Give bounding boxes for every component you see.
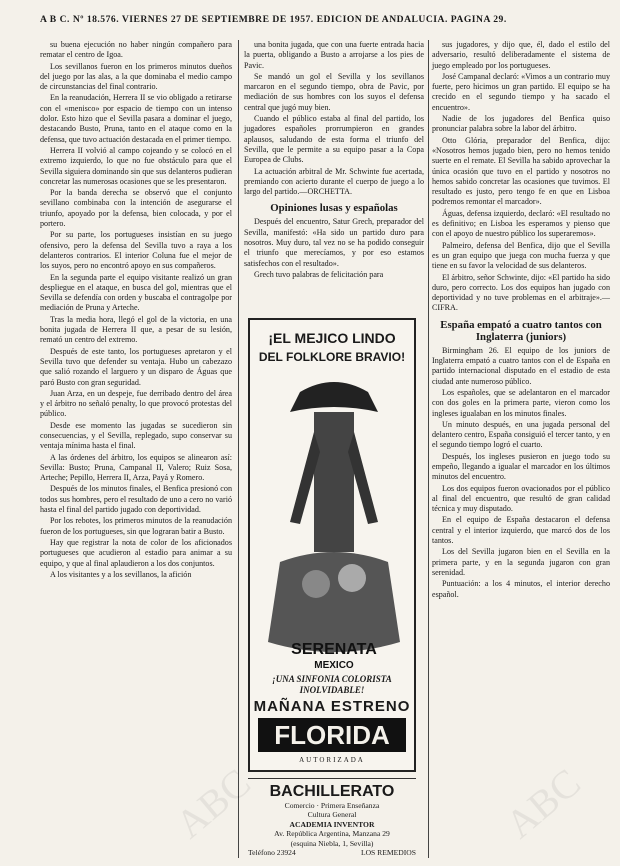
article-paragraph: Después de los minutos finales, el Benfica presionó con todos sus hombres, pero el resultado de uno a cero no varió hasta el final del partido jugado con deportividad. xyxy=(40,484,232,515)
article-paragraph: una bonita jugada, que con una fuerte entrada hacia la puerta, obligando a Busto a arrojarse a los pies de Pavic. xyxy=(244,40,424,70)
article-paragraph: José Campanal declaró: «Vimos a un contrario muy fuerte, pero hicimos un gran partido. El equipo se ha crecido en el segundo tiempo y ha sacado el encuentro». xyxy=(432,71,610,112)
sombrero-shape xyxy=(290,382,378,412)
article-paragraph: Los españoles, que se adelantaron en el marcador con dos goles en la primera parte, vieron como los ingleses igualaban en los minutos finales. xyxy=(432,387,610,418)
ad-film-title-line2: DEL FOLKLORE BRAVIO! xyxy=(258,350,406,364)
film-poster-illustration xyxy=(260,372,408,672)
article-paragraph: Cuando el público estaba al final del partido, los jugadores españoles prorrumpieron en grandes aplausos, saludando de esta forma el triunfo del Sevilla, que le permite a su equipo pasar a la Copa Europea de Clubs. xyxy=(244,114,424,165)
article-paragraph: Un minuto después, en una jugada personal del delantero centro, España consiguió el tercer tanto, y en el segundo tiempo logró el cuarto. xyxy=(432,419,610,450)
article-paragraph: Después, los ingleses pusieron en juego todo su empeño, llegando a igualar el marcador en los últimos minutos del encuentro. xyxy=(432,451,610,482)
article-paragraph: Después de este tanto, los portugueses apretaron y el Sevilla tuvo que defender su ventaja. Hubo un cabezazo que salió rozando el larguero y un disparo de Águas que paró Busto con gran seguridad. xyxy=(40,346,232,387)
article-paragraph: En el equipo de España destacaron el defensa central y el interior izquierdo, que marcó dos de los tantos. xyxy=(432,515,610,546)
article-paragraph: Puntuación: a los 4 minutos, el interior derecho español. xyxy=(432,579,610,599)
watermark-text-1: ABC xyxy=(166,759,259,847)
ad-bach-title: BACHILLERATO xyxy=(269,783,395,800)
column-rule-left xyxy=(238,40,239,858)
ad-film-cinema-name: FLORIDA xyxy=(258,718,406,752)
couple-shape xyxy=(268,552,400,652)
article-paragraph: Nadie de los jugadores del Benfica quiso pronunciar palabra sobre la labor del árbitro. xyxy=(432,114,610,134)
column-1 xyxy=(40,40,232,581)
ad-film-slogan-2: INOLVIDABLE! xyxy=(299,685,365,695)
article-paragraph: Palmeiro, defensa del Benfica, dijo que el Sevilla es un gran equipo que juega con mucha fuerza y que tiene en su favor la velocidad de sus delanteros. xyxy=(432,240,610,271)
poster-title-top: SERENATA xyxy=(291,641,377,658)
article-paragraph: Otto Glória, preparador del Benfica, dijo: «Nosotros hemos jugado bien, pero no hemos tenido suerte en el remate. El Sevilla ha sabido aprovechar la única ocasión que tuvo en el partido y nosotros no hemos sabido concretar las ocasiones que tuvimos. El resultado es justo, pero tengo fe en que en Lisboa podremos remontar el marcador». xyxy=(432,135,610,207)
article-paragraph: Juan Arza, en un despeje, fue derribado dentro del área y el árbitro no señaló penalty, lo que provocó protestas del público. xyxy=(40,388,232,419)
figure-head-right xyxy=(338,564,366,592)
article-paragraph: La actuación arbitral de Mr. Schwinte fue acertada, premiando con acierto durante el cuerpo de juego a lo largo del partido.—ORCHETTA. xyxy=(244,166,424,197)
article-paragraph: Se mandó un gol el Sevilla y los sevillanos marcaron en el segundo tiempo, obra de Pavic, por mediación de sus hombres con los suyos el defensa central que jugó muy bien. xyxy=(244,71,424,112)
figure-body xyxy=(314,412,354,552)
ad-bach-phone: Teléfono 23924 xyxy=(248,848,296,858)
ad-bach-line1: Comercio · Primera Enseñanza xyxy=(284,801,380,810)
article-paragraph: Por la banda derecha se observó que el conjunto sevillano combinaba con la intención de asegurarse el triunfo, apoyado por la defensa, bien colocada, y por el portero. xyxy=(40,188,232,229)
article-paragraph: Los dos equipos fueron ovacionados por el público al final del encuentro, que resultó de gran calidad técnica y muy disputado. xyxy=(432,483,610,514)
ad-bach-address2: (esquina Niebla, 1, Sevilla) xyxy=(290,838,374,848)
article-paragraph: En la reanudación, Herrera II se vio obligado a retirarse con el «menisco» por espacio de tiempo con un intenso dolor. Esto hizo que el Sevilla pasara a dominar el juego, destacando Busto, Pruna, tanto en el ataque como en la defensa, que tuvo actuación destacada en el primer tiempo. xyxy=(40,93,232,144)
article-paragraph: Los sevillanos fueron en los primeros minutos dueños del juego por las alas, a la que dominaba el medio campo de circunstancias del final contrario. xyxy=(40,61,232,92)
ad-bach-academy: ACADEMIA INVENTOR xyxy=(289,819,375,829)
article-paragraph: A los visitantes y a los sevillanos, la afición xyxy=(50,569,192,579)
article-paragraph: Por los rebotes, los primeros minutos de la reanudación fueron de los portugueses, sin que lograran batir a Busto. xyxy=(40,516,232,536)
ad-bach-district: LOS REMEDIOS xyxy=(360,848,416,858)
ad-film-slogan-1: ¡UNA SINFONIA COLORISTA xyxy=(272,674,392,684)
article-paragraph: A las órdenes del árbitro, los equipos se alinearon así: Sevilla: Busto; Pruna, Campanal II, Valero; Ruiz Sosa, Arteche; Pepillo, Herrera II, Arza, Payá y Romero. xyxy=(40,452,232,483)
article-paragraph: Hay que registrar la nota de color de los aficionados portugueses que acudieron al estadio para animar a su equipo, y que al final aplaudieron a los dos conjuntos. xyxy=(40,537,232,568)
ad-film-premiere: MAÑANA ESTRENO xyxy=(253,698,411,715)
figure-head-left xyxy=(302,570,330,598)
ad-film-rating: AUTORIZADA xyxy=(299,756,365,764)
column-3 xyxy=(432,40,610,601)
article-paragraph: Los del Sevilla jugaron bien en el Sevilla en la primera parte, y en la segunda jugaron con gran serenidad. xyxy=(432,547,610,577)
ad-bach-line2: Cultura General xyxy=(307,810,357,820)
article-paragraph: Birmingham 26. El equipo de los juniors de Inglaterra empató a cuatro tantos con el de España en partido internacional disputado en el estadio de esta ciudad ante numeroso público. xyxy=(432,345,610,386)
ad-film-title-line1: ¡EL MEJICO LINDO xyxy=(268,330,396,346)
masthead: A B C. Nº 18.576. VIERNES 27 DE SEPTIEMBRE DE 1957. EDICION DE ANDALUCIA. PAGINA 29. xyxy=(40,14,507,25)
article-paragraph: Tras la media hora, llegó el gol de la victoria, en una bonita jugada de Herrera II que, a pesar de su lesión, remató un centro del extremo. xyxy=(40,314,232,345)
ad-bach-address1: Av. República Argentina, Manzana 29 xyxy=(274,829,390,839)
article-paragraph: En la segunda parte el equipo visitante realizó un gran despliegue en el ataque, en busca del gol, mientras que el Sevilla se defendía con orden y buscaba el contragolpe por mediación de Pruna y Arteche. xyxy=(40,272,232,313)
article-paragraph: El árbitro, señor Schwinte, dijo: «El partido ha sido duro, pero correcto. Los dos equipos han jugado con deportividad y no tuve problemas en el arbitraje».—CIFRA. xyxy=(432,272,610,313)
section-heading-juniors: España empató a cuatro tantos con Inglaterra (juniors) xyxy=(440,318,602,343)
article-paragraph: Águas, defensa izquierdo, declaró: «El resultado no es definitivo; en Lisboa les esperamos y pienso que con el apoyo de nuestro público los superaremos». xyxy=(432,208,610,239)
film-advertisement xyxy=(248,318,416,772)
watermark-text-2: ABC xyxy=(496,759,589,847)
article-paragraph: Por su parte, los portugueses insistían en su juego ofensivo, pero la defensa del Sevilla tuvo a raya a los delanteros contrarios. El interior Coluna fue el mejor de los suyos, pero no encontró apoyo en sus compañeros. xyxy=(40,230,232,271)
article-paragraph: Herrera II volvió al campo cojeando y se colocó en el extremo izquierdo, lo que no fue obstáculo para que el Sevilla siguiera dominando sin que sus delanteros pudieran concretar las numerosas ocasiones que se les presentaron. xyxy=(40,145,232,186)
article-paragraph: su buena ejecución no haber ningún compañero para rematar el centro de Igoa. xyxy=(40,40,232,60)
article-paragraph: Grech tuvo palabras de felicitación para xyxy=(254,269,384,279)
bachillerato-advertisement xyxy=(248,778,416,864)
poster-title-bottom: MEXICO xyxy=(314,660,354,671)
article-paragraph: Desde ese momento las jugadas se sucedieron sin consecuencias, y el Sevilla, replegado, supo conservar su ventaja mínima hasta el final. xyxy=(40,420,232,451)
column-rule-right xyxy=(428,40,429,858)
article-paragraph: Después del encuentro, Satur Grech, preparador del Sevilla, manifestó: «Ha sido un partido duro para nosotros. Muy duro, tal vez no se ha podido conseguir el triunfo que merecíamos, y por eso estamos satisfechos con el resultado». xyxy=(244,217,424,268)
column-2 xyxy=(244,40,424,281)
section-heading-opiniones: Opiniones lusas y españolas xyxy=(270,202,398,215)
article-paragraph: sus jugadores, y dijo que, él, dado el estilo del adversario, resultó deliberadamente el sistema de juego empleado por los portugueses. xyxy=(432,40,610,70)
